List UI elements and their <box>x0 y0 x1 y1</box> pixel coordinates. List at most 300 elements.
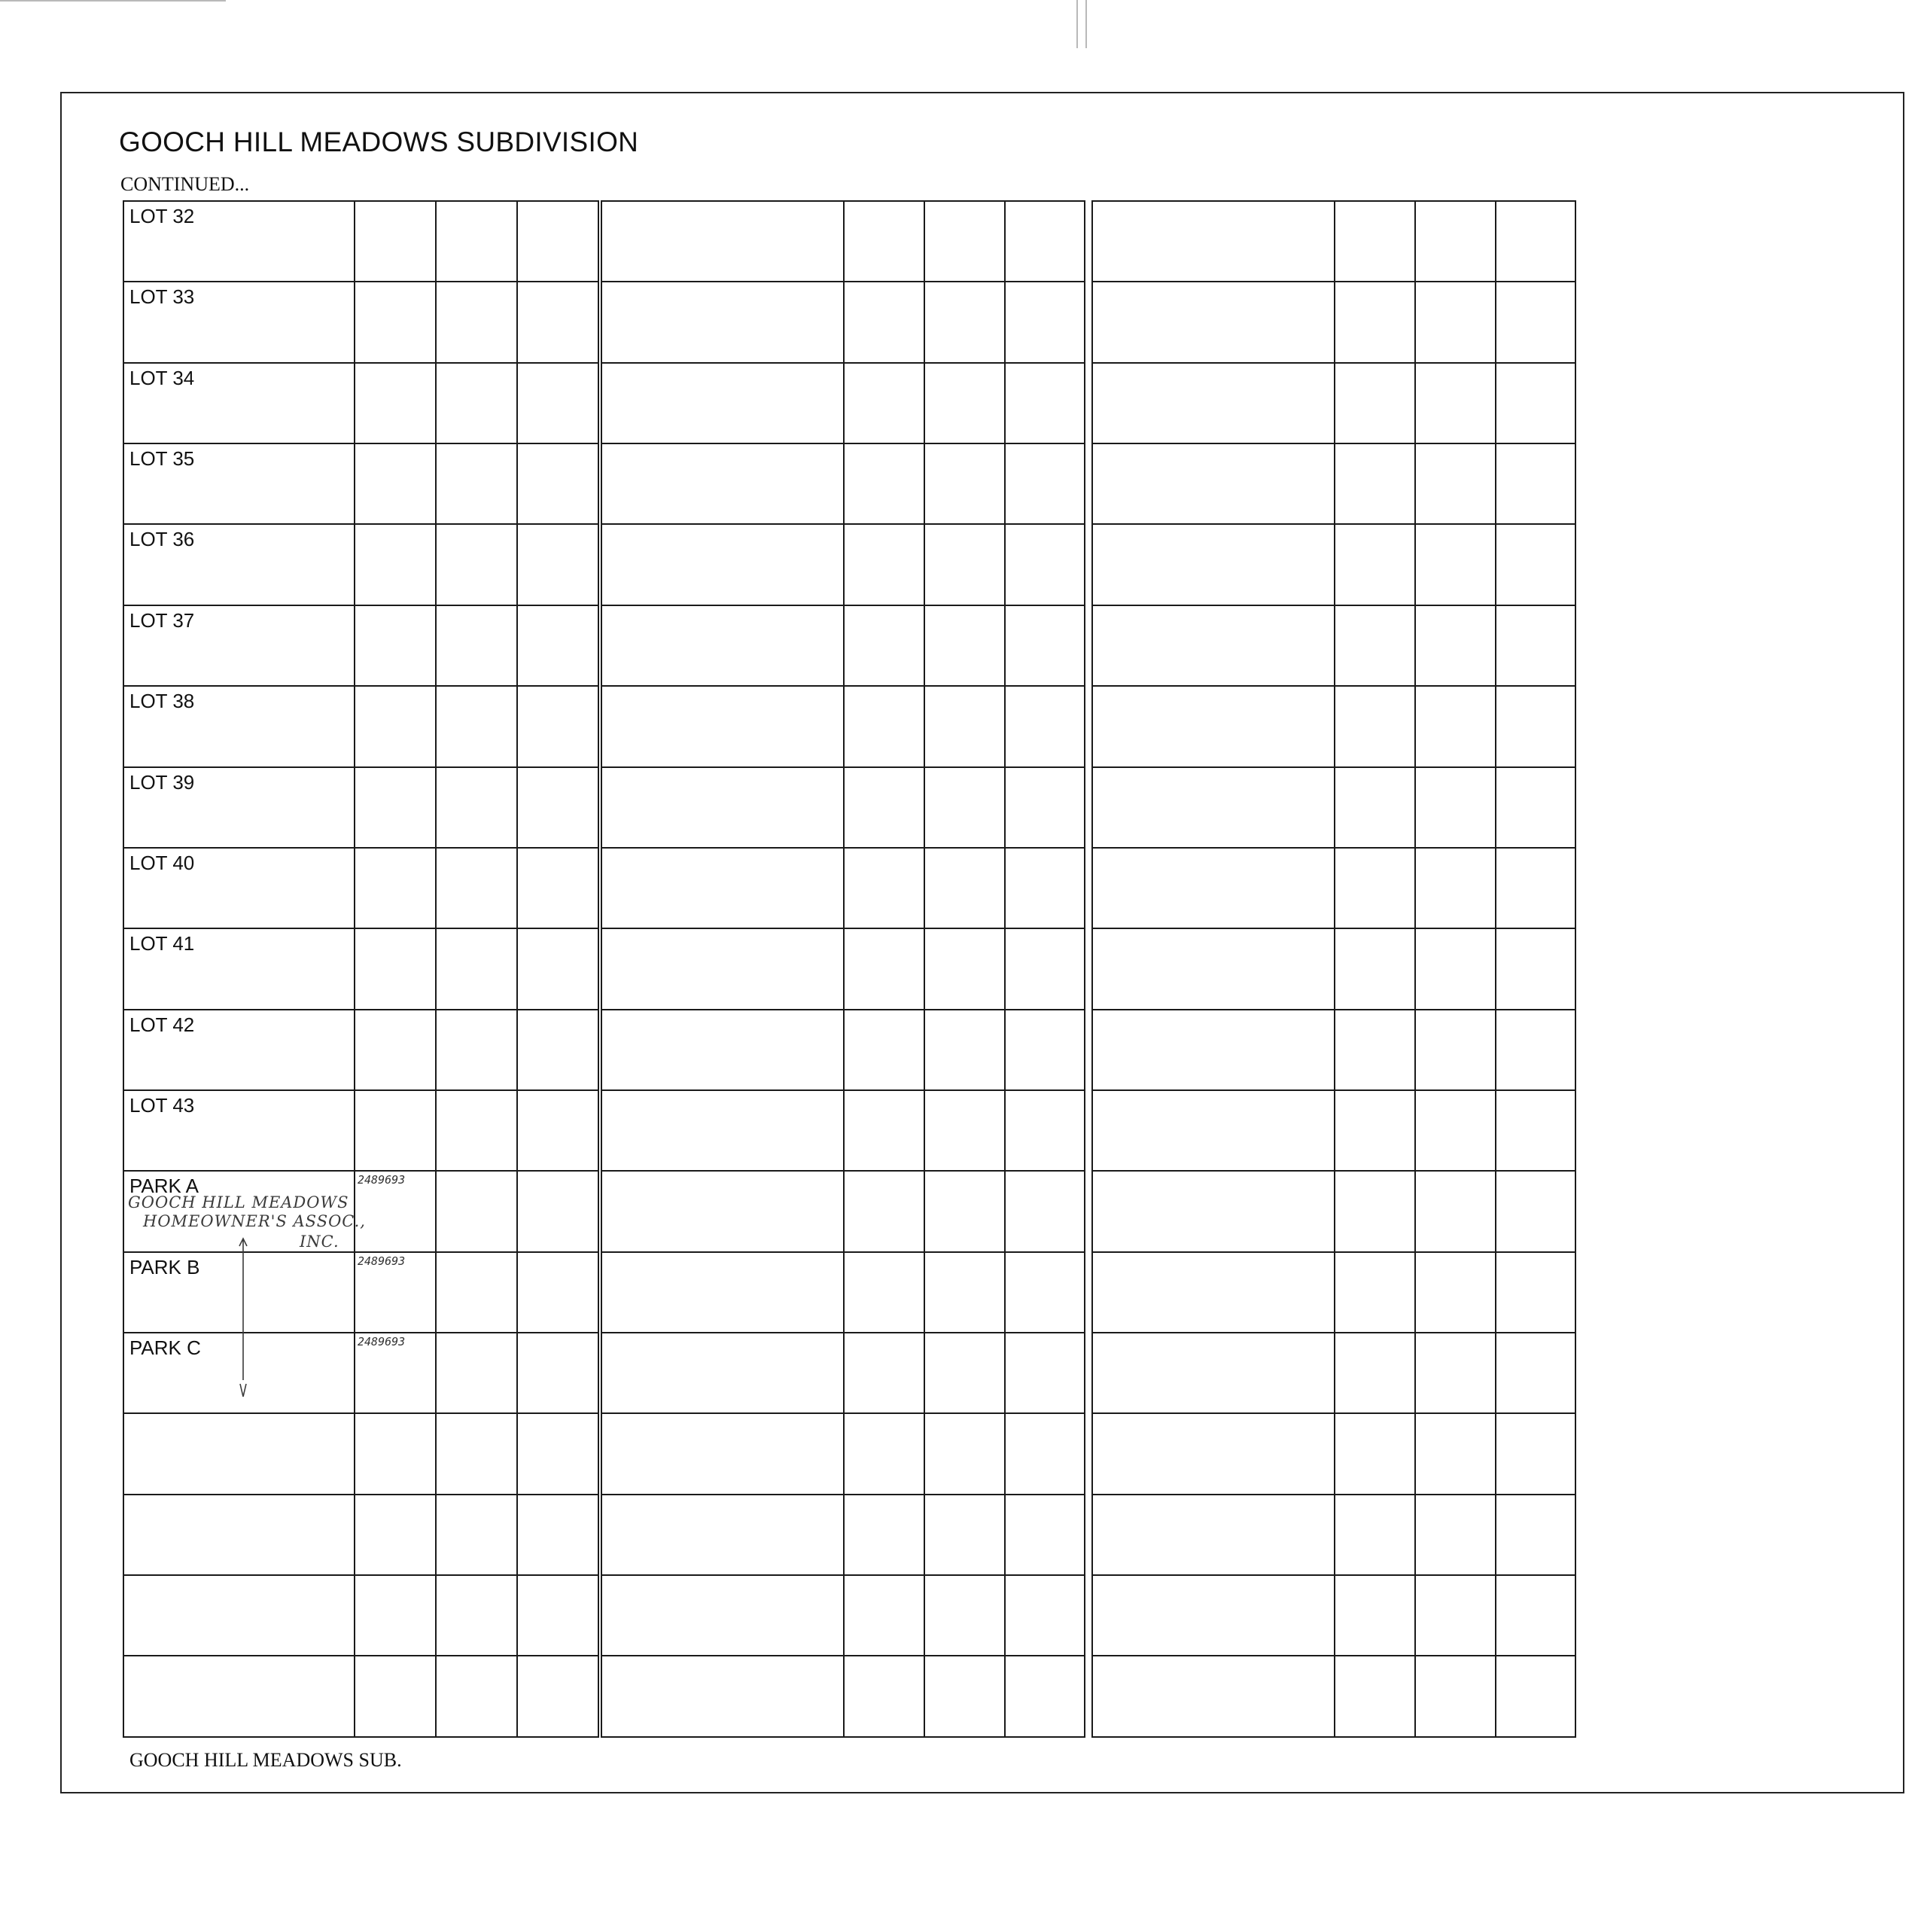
footer-caption: GOOCH HILL MEADOWS SUB. <box>129 1749 402 1771</box>
record-cell <box>1496 282 1575 362</box>
table-row <box>123 1413 598 1494</box>
record-cell <box>924 848 1005 928</box>
table-row <box>601 1656 1085 1737</box>
ledger-rows <box>1092 201 1575 1737</box>
record-cell <box>517 363 598 443</box>
record-cell <box>924 1413 1005 1494</box>
table-row <box>601 605 1085 686</box>
table-row <box>123 524 598 605</box>
record-cell <box>517 1090 598 1171</box>
record-cell <box>844 1171 924 1251</box>
table-row <box>601 1333 1085 1413</box>
record-cell <box>1335 1010 1415 1090</box>
record-cell <box>1496 363 1575 443</box>
lot-label: LOT 43 <box>129 1093 195 1117</box>
lot-name-cell <box>123 1413 355 1494</box>
record-cell <box>1335 524 1415 605</box>
lot-label: PARK B <box>129 1255 200 1278</box>
table-row <box>1092 848 1575 928</box>
scan-artifact-line <box>1076 0 1078 48</box>
record-cell <box>355 928 436 1009</box>
table-row <box>1092 443 1575 524</box>
lot-name-cell <box>1092 363 1335 443</box>
record-cell <box>924 1656 1005 1737</box>
record-cell <box>1496 201 1575 282</box>
lot-name-cell <box>601 1413 844 1494</box>
record-cell <box>844 282 924 362</box>
handwritten-arrow-icon <box>238 1237 248 1398</box>
record-cell <box>355 1413 436 1494</box>
lot-label: LOT 32 <box>129 205 195 227</box>
table-row <box>1092 605 1575 686</box>
record-cell <box>517 1171 598 1251</box>
record-cell <box>844 363 924 443</box>
lot-name-cell <box>601 1333 844 1413</box>
page-title: GOOCH HILL MEADOWS SUBDIVISION <box>119 126 639 157</box>
lot-name-cell <box>601 686 844 766</box>
record-cell <box>355 1171 436 1251</box>
record-cell <box>517 1575 598 1656</box>
record-cell <box>436 686 517 766</box>
lot-name-cell <box>123 767 355 848</box>
table-row <box>601 767 1085 848</box>
lot-label: LOT 35 <box>129 447 195 471</box>
record-cell <box>844 1413 924 1494</box>
table-row <box>1092 1495 1575 1575</box>
lot-name-cell <box>1092 1090 1335 1171</box>
record-cell <box>1415 1252 1496 1333</box>
record-cell <box>1005 1413 1085 1494</box>
table-row <box>123 363 598 443</box>
table-row <box>1092 282 1575 362</box>
lot-name-cell <box>1092 848 1335 928</box>
table-row <box>123 686 598 766</box>
lot-name-cell <box>601 1090 844 1171</box>
lot-name-cell <box>1092 1252 1335 1333</box>
record-cell <box>924 1252 1005 1333</box>
record-cell <box>1005 282 1085 362</box>
record-cell <box>1496 1333 1575 1413</box>
record-cell <box>924 767 1005 848</box>
record-cell <box>355 686 436 766</box>
table-row <box>123 201 598 282</box>
record-cell <box>1415 1333 1496 1413</box>
record-cell <box>1415 767 1496 848</box>
record-cell <box>1415 201 1496 282</box>
record-cell <box>1335 1495 1415 1575</box>
lot-name-cell <box>1092 1333 1335 1413</box>
record-cell <box>844 1656 924 1737</box>
record-cell <box>1005 1090 1085 1171</box>
document-number: 2489693 <box>358 1173 406 1187</box>
record-cell <box>436 363 517 443</box>
record-cell <box>355 201 436 282</box>
lot-name-cell <box>123 686 355 766</box>
record-cell <box>355 524 436 605</box>
record-cell <box>517 524 598 605</box>
record-cell <box>1005 605 1085 686</box>
lot-label: PARK C <box>129 1336 201 1360</box>
record-cell <box>844 524 924 605</box>
lot-label: LOT 39 <box>129 770 195 794</box>
record-cell <box>844 443 924 524</box>
lot-name-cell <box>601 443 844 524</box>
table-row <box>1092 201 1575 282</box>
lot-name-cell <box>601 848 844 928</box>
lot-name-cell <box>1092 1010 1335 1090</box>
table-row <box>1092 686 1575 766</box>
record-cell <box>436 1171 517 1251</box>
record-cell <box>355 1090 436 1171</box>
record-cell <box>924 363 1005 443</box>
document-number: 2489693 <box>358 1254 406 1268</box>
record-cell <box>355 1252 436 1333</box>
lot-name-cell <box>1092 282 1335 362</box>
record-cell <box>517 1413 598 1494</box>
record-cell <box>517 1333 598 1413</box>
record-cell <box>1335 201 1415 282</box>
record-cell <box>844 1252 924 1333</box>
record-cell <box>517 201 598 282</box>
handwritten-owner-note-line-2: HOMEOWNER'S ASSOC., <box>143 1212 366 1230</box>
record-cell <box>1335 928 1415 1009</box>
record-cell <box>355 282 436 362</box>
lot-label: PARK A <box>129 1175 199 1198</box>
table-row <box>601 928 1085 1009</box>
table-row <box>601 443 1085 524</box>
table-row <box>1092 928 1575 1009</box>
record-cell <box>844 848 924 928</box>
ledger-rows <box>123 201 598 1737</box>
record-cell <box>1496 443 1575 524</box>
record-cell <box>1005 1495 1085 1575</box>
table-row <box>1092 1413 1575 1494</box>
lot-name-cell <box>601 1575 844 1656</box>
record-cell <box>1496 524 1575 605</box>
record-cell <box>844 1090 924 1171</box>
record-cell <box>1005 443 1085 524</box>
table-row <box>1092 1090 1575 1171</box>
table-row <box>1092 1656 1575 1737</box>
record-cell <box>844 1495 924 1575</box>
lot-name-cell <box>123 1575 355 1656</box>
record-cell <box>1415 1413 1496 1494</box>
record-cell <box>1005 201 1085 282</box>
record-cell <box>1496 1010 1575 1090</box>
lot-name-cell <box>601 1495 844 1575</box>
lot-name-cell <box>1092 605 1335 686</box>
lot-name-cell <box>601 1252 844 1333</box>
record-cell <box>844 686 924 766</box>
lot-ledger-panel-2 <box>601 200 1085 1738</box>
lot-name-cell <box>601 201 844 282</box>
table-row <box>601 1090 1085 1171</box>
record-cell <box>1335 1413 1415 1494</box>
record-cell <box>924 928 1005 1009</box>
record-cell <box>1335 1575 1415 1656</box>
lot-name-cell <box>123 443 355 524</box>
record-cell <box>517 282 598 362</box>
lot-name-cell <box>601 363 844 443</box>
lot-name-cell <box>601 282 844 362</box>
table-row <box>1092 767 1575 848</box>
record-cell <box>355 1010 436 1090</box>
lot-name-cell <box>601 605 844 686</box>
record-cell <box>517 1010 598 1090</box>
record-cell <box>1496 1495 1575 1575</box>
table-row <box>123 1333 598 1413</box>
lot-name-cell <box>1092 686 1335 766</box>
record-cell <box>436 1413 517 1494</box>
record-cell <box>1335 686 1415 766</box>
record-cell <box>1335 1656 1415 1737</box>
record-cell <box>355 1333 436 1413</box>
record-cell <box>436 605 517 686</box>
table-row <box>123 1252 598 1333</box>
record-cell <box>1005 1252 1085 1333</box>
table-row <box>601 848 1085 928</box>
record-cell <box>436 1333 517 1413</box>
record-cell <box>1496 767 1575 848</box>
table-row <box>601 1413 1085 1494</box>
record-cell <box>844 1333 924 1413</box>
record-cell <box>436 848 517 928</box>
record-cell <box>1496 848 1575 928</box>
record-cell <box>844 767 924 848</box>
table-row <box>123 1090 598 1171</box>
lot-name-cell <box>123 1495 355 1575</box>
record-cell <box>355 605 436 686</box>
lot-label: LOT 33 <box>129 285 195 309</box>
record-cell <box>1335 443 1415 524</box>
lot-label: LOT 41 <box>129 932 195 955</box>
record-cell <box>517 686 598 766</box>
lot-ledger-panel-3 <box>1091 200 1576 1738</box>
record-cell <box>1335 1171 1415 1251</box>
record-cell <box>436 524 517 605</box>
handwritten-owner-note-line-3: INC. <box>300 1233 339 1251</box>
lot-label: LOT 34 <box>129 366 195 389</box>
table-row <box>123 1010 598 1090</box>
record-cell <box>1496 1090 1575 1171</box>
record-cell <box>436 201 517 282</box>
lot-name-cell <box>123 1656 355 1737</box>
record-cell <box>1496 1656 1575 1737</box>
table-row <box>123 767 598 848</box>
record-cell <box>924 1010 1005 1090</box>
table-row <box>1092 1252 1575 1333</box>
record-cell <box>436 282 517 362</box>
table-row <box>123 1575 598 1656</box>
record-cell <box>1005 524 1085 605</box>
table-row <box>123 443 598 524</box>
record-cell <box>355 443 436 524</box>
record-cell <box>1415 363 1496 443</box>
record-cell <box>436 1090 517 1171</box>
lot-name-cell <box>601 1656 844 1737</box>
record-cell <box>844 928 924 1009</box>
lot-name-cell <box>123 1010 355 1090</box>
lot-name-cell <box>601 524 844 605</box>
lot-name-cell <box>1092 524 1335 605</box>
table-row <box>601 1575 1085 1656</box>
record-cell <box>355 848 436 928</box>
record-cell <box>1415 443 1496 524</box>
table-row <box>601 686 1085 766</box>
record-cell <box>924 1495 1005 1575</box>
document-number: 2489693 <box>358 1335 406 1349</box>
lot-name-cell <box>123 282 355 362</box>
record-cell <box>1005 686 1085 766</box>
record-cell <box>1335 1252 1415 1333</box>
record-cell <box>1335 767 1415 848</box>
record-cell <box>517 1495 598 1575</box>
record-cell <box>924 1090 1005 1171</box>
handwritten-owner-note-line-1: GOOCH HILL MEADOWS <box>128 1193 349 1211</box>
record-cell <box>355 1575 436 1656</box>
record-cell <box>1005 1656 1085 1737</box>
record-cell <box>924 1575 1005 1656</box>
record-cell <box>1005 363 1085 443</box>
record-cell <box>355 1656 436 1737</box>
table-row <box>1092 1575 1575 1656</box>
record-cell <box>1005 1575 1085 1656</box>
record-cell <box>355 767 436 848</box>
table-row <box>123 848 598 928</box>
table-row <box>1092 1333 1575 1413</box>
table-row <box>123 1656 598 1737</box>
record-cell <box>1415 1171 1496 1251</box>
record-cell <box>517 443 598 524</box>
lot-name-cell <box>123 605 355 686</box>
record-cell <box>1415 524 1496 605</box>
record-cell <box>436 1575 517 1656</box>
table-row <box>1092 1171 1575 1251</box>
lot-name-cell <box>601 1171 844 1251</box>
record-cell <box>1335 1090 1415 1171</box>
lot-label: LOT 36 <box>129 528 195 551</box>
lot-name-cell <box>1092 443 1335 524</box>
record-cell <box>1415 1575 1496 1656</box>
record-cell <box>1005 928 1085 1009</box>
lot-name-cell <box>123 363 355 443</box>
record-cell <box>1335 605 1415 686</box>
record-cell <box>924 1333 1005 1413</box>
record-cell <box>924 686 1005 766</box>
record-cell <box>924 282 1005 362</box>
record-cell <box>436 928 517 1009</box>
record-cell <box>1415 1495 1496 1575</box>
lot-name-cell <box>1092 1575 1335 1656</box>
record-cell <box>924 443 1005 524</box>
lot-ledger-panel-1 <box>123 200 599 1738</box>
record-cell <box>1415 282 1496 362</box>
lot-name-cell <box>601 767 844 848</box>
table-row <box>601 1171 1085 1251</box>
table-row <box>1092 1010 1575 1090</box>
lot-name-cell <box>123 1090 355 1171</box>
record-cell <box>1496 1171 1575 1251</box>
record-cell <box>1335 848 1415 928</box>
record-cell <box>844 1575 924 1656</box>
record-cell <box>517 848 598 928</box>
lot-name-cell <box>1092 1656 1335 1737</box>
record-cell <box>844 1010 924 1090</box>
record-cell <box>1415 1090 1496 1171</box>
lot-name-cell <box>1092 1171 1335 1251</box>
table-row <box>601 1495 1085 1575</box>
record-cell <box>517 1656 598 1737</box>
table-row <box>123 605 598 686</box>
lot-name-cell <box>1092 201 1335 282</box>
record-cell <box>1496 605 1575 686</box>
record-cell <box>924 201 1005 282</box>
table-row <box>601 201 1085 282</box>
lot-name-cell <box>123 524 355 605</box>
record-cell <box>924 605 1005 686</box>
lot-name-cell <box>123 848 355 928</box>
record-cell <box>1415 605 1496 686</box>
record-cell <box>1415 1010 1496 1090</box>
record-cell <box>1005 1171 1085 1251</box>
scan-artifact-line <box>0 0 226 2</box>
record-cell <box>844 605 924 686</box>
record-cell <box>1335 282 1415 362</box>
ledger-rows <box>601 201 1085 1737</box>
scan-artifact-line <box>1085 0 1087 48</box>
table-row <box>1092 363 1575 443</box>
record-cell <box>1005 767 1085 848</box>
table-row <box>1092 524 1575 605</box>
lot-label: LOT 37 <box>129 608 195 632</box>
continued-note: CONTINUED... <box>120 173 250 195</box>
record-cell <box>355 363 436 443</box>
record-cell <box>436 1495 517 1575</box>
lot-name-cell <box>123 928 355 1009</box>
table-row <box>123 282 598 362</box>
record-cell <box>924 1171 1005 1251</box>
record-cell <box>436 767 517 848</box>
record-cell <box>1496 686 1575 766</box>
record-cell <box>517 767 598 848</box>
record-cell <box>1496 1413 1575 1494</box>
lot-name-cell <box>1092 928 1335 1009</box>
table-row <box>123 928 598 1009</box>
lot-label: LOT 40 <box>129 851 195 874</box>
record-cell <box>436 443 517 524</box>
record-cell <box>1415 928 1496 1009</box>
record-cell <box>355 1495 436 1575</box>
record-cell <box>436 1010 517 1090</box>
record-cell <box>1005 1010 1085 1090</box>
table-row <box>601 1252 1085 1333</box>
record-cell <box>517 1252 598 1333</box>
table-row <box>601 282 1085 362</box>
table-row <box>601 1010 1085 1090</box>
table-row <box>123 1495 598 1575</box>
record-cell <box>1496 1252 1575 1333</box>
lot-name-cell <box>1092 767 1335 848</box>
table-row <box>601 524 1085 605</box>
record-cell <box>844 201 924 282</box>
record-cell <box>436 1252 517 1333</box>
record-cell <box>517 928 598 1009</box>
lot-name-cell <box>1092 1495 1335 1575</box>
record-cell <box>924 524 1005 605</box>
record-cell <box>1415 686 1496 766</box>
record-cell <box>1005 848 1085 928</box>
record-cell <box>1335 363 1415 443</box>
